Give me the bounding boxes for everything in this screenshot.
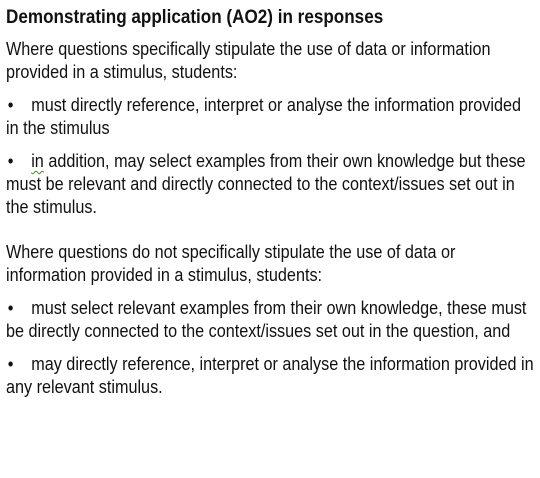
bullet-marker: • bbox=[7, 354, 14, 374]
bullet-text: may directly reference, interpret or analyse the information provided in any relevant stimulus. bbox=[6, 354, 534, 397]
section2-bullet-1 bbox=[6, 297, 537, 343]
document bbox=[6, 6, 536, 409]
bullet-marker: • bbox=[7, 151, 14, 171]
bullet-marker: • bbox=[7, 298, 14, 318]
bullet-marker: • bbox=[7, 95, 14, 115]
spellcheck-flagged-word: in bbox=[31, 151, 44, 171]
heading: Demonstrating application (AO2) in responses bbox=[6, 7, 384, 28]
section2-bullet-2 bbox=[6, 353, 537, 399]
bullet-text: must directly reference, interpret or analyse the information provided in the stimulus bbox=[6, 95, 522, 138]
bullet-text: addition, may select examples from their own knowledge but these must be relevant and directly connected to the context/issues set out in the stimulus. bbox=[6, 151, 526, 217]
section-spacer bbox=[6, 229, 536, 241]
bullet-text: must select relevant examples from their own knowledge, these must be directly connected to the context/issues set out in the question, and bbox=[6, 298, 527, 341]
section1-bullet-2 bbox=[6, 150, 537, 219]
section1-bullet-1 bbox=[6, 94, 537, 140]
section1-intro: Where questions specifically stipulate the use of data or information provided in a stimulus, students: bbox=[6, 39, 491, 82]
section2-intro: Where questions do not specifically stipulate the use of data or information provided in a stimulus, students: bbox=[6, 242, 456, 285]
